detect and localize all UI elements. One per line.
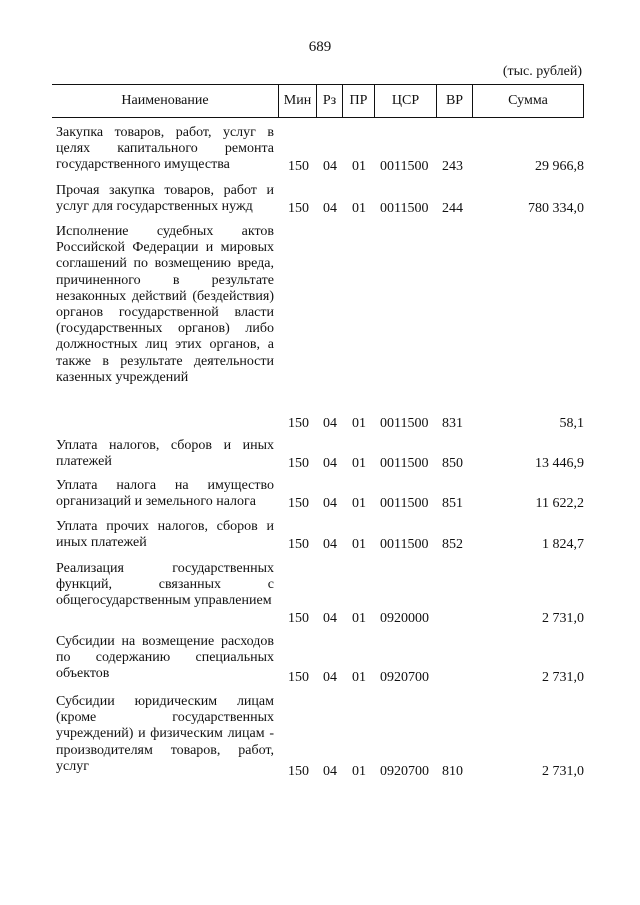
row-sum: 58,1 — [559, 416, 584, 431]
row-sum: 1 824,7 — [542, 537, 584, 552]
table-row — [52, 519, 584, 553]
row-min: 150 — [288, 611, 309, 626]
row-min: 150 — [288, 670, 309, 685]
row-min: 150 — [288, 537, 309, 552]
row-vr: 244 — [442, 201, 463, 216]
row-vr: 243 — [442, 159, 463, 174]
row-sum: 2 731,0 — [542, 670, 584, 685]
row-csr: 0011500 — [380, 416, 429, 431]
row-name: Реализация государственных функций, связанных с общегосударственным управлением — [56, 561, 274, 609]
row-csr: 0920700 — [380, 764, 429, 779]
table-row — [52, 438, 584, 472]
header-rz: Рз — [316, 85, 342, 117]
row-pr: 01 — [352, 670, 366, 685]
table-row — [52, 224, 584, 432]
row-sum: 29 966,8 — [535, 159, 584, 174]
table-header — [52, 84, 584, 118]
row-name: Субсидии на возмещение расходов по содержанию специальных объектов — [56, 634, 274, 682]
table-row — [52, 183, 584, 217]
row-sum: 780 334,0 — [528, 201, 584, 216]
header-name: Наименование — [121, 93, 209, 108]
row-vr: 852 — [442, 537, 463, 552]
row-min: 150 — [288, 496, 309, 511]
row-name: Субсидии юридическим лицам (кроме государственных учреждений) и физическим лицам - производителям товаров, работ, услуг — [56, 694, 274, 774]
row-csr: 0011500 — [380, 201, 429, 216]
row-sum: 2 731,0 — [542, 764, 584, 779]
row-sum: 13 446,9 — [535, 456, 584, 471]
row-pr: 01 — [352, 537, 366, 552]
table-row — [52, 125, 584, 175]
row-rz: 04 — [323, 201, 337, 216]
row-min: 150 — [288, 456, 309, 471]
row-vr: 831 — [442, 416, 463, 431]
header-sum: Сумма — [472, 85, 584, 117]
row-sum: 11 622,2 — [535, 496, 584, 511]
page-number: 689 — [308, 39, 332, 55]
units-label: (тыс. рублей) — [502, 64, 582, 79]
row-min: 150 — [288, 201, 309, 216]
table-row — [52, 561, 584, 627]
row-rz: 04 — [323, 416, 337, 431]
row-name: Уплата прочих налогов, сборов и иных платежей — [56, 519, 274, 551]
header-csr: ЦСР — [374, 85, 436, 117]
row-sum: 2 731,0 — [542, 611, 584, 626]
row-csr: 0011500 — [380, 496, 429, 511]
row-rz: 04 — [323, 670, 337, 685]
table-row — [52, 634, 584, 686]
row-name: Прочая закупка товаров, работ и услуг для государственных нужд — [56, 183, 274, 215]
row-name: Закупка товаров, работ, услуг в целях капитального ремонта государственного имущества — [56, 125, 274, 173]
row-rz: 04 — [323, 764, 337, 779]
row-pr: 01 — [352, 611, 366, 626]
row-name: Уплата налогов, сборов и иных платежей — [56, 438, 274, 470]
header-pr: ПР — [342, 85, 374, 117]
row-min: 150 — [288, 159, 309, 174]
row-name: Уплата налога на имущество организаций и земельного налога — [56, 478, 274, 510]
row-pr: 01 — [352, 456, 366, 471]
row-csr: 0011500 — [380, 456, 429, 471]
row-name: Исполнение судебных актов Российской Федерации и мировых соглашений по возмещению вреда, причиненного в результате незаконных действий (бездействия) органов государственной власти (государственных органов) либо должностных лиц этих органов, а также в результате деятельности казенных учреждений — [56, 224, 274, 385]
row-csr: 0920000 — [380, 611, 429, 626]
row-pr: 01 — [352, 764, 366, 779]
row-rz: 04 — [323, 456, 337, 471]
row-csr: 0011500 — [380, 159, 429, 174]
row-min: 150 — [288, 764, 309, 779]
header-vr: ВР — [436, 85, 472, 117]
row-rz: 04 — [323, 496, 337, 511]
row-vr: 851 — [442, 496, 463, 511]
row-rz: 04 — [323, 537, 337, 552]
row-min: 150 — [288, 416, 309, 431]
row-rz: 04 — [323, 611, 337, 626]
row-pr: 01 — [352, 416, 366, 431]
row-pr: 01 — [352, 159, 366, 174]
row-vr: 810 — [442, 764, 463, 779]
row-pr: 01 — [352, 496, 366, 511]
row-rz: 04 — [323, 159, 337, 174]
row-vr: 850 — [442, 456, 463, 471]
row-csr: 0011500 — [380, 537, 429, 552]
row-csr: 0920700 — [380, 670, 429, 685]
row-pr: 01 — [352, 201, 366, 216]
table-row — [52, 694, 584, 780]
header-min: Мин — [278, 85, 316, 117]
table-row — [52, 478, 584, 512]
